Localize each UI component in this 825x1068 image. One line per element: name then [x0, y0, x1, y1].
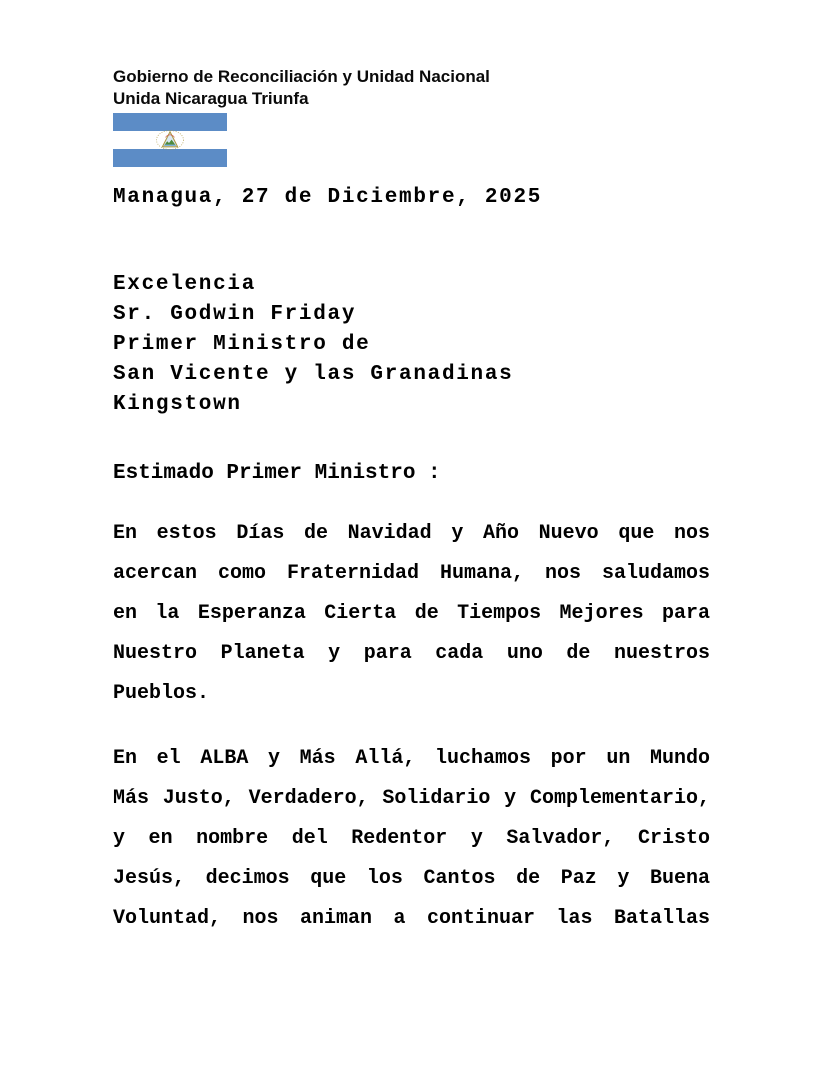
- paragraph-line: En el ALBA y Más Allá, luchamos por un Mundo: [113, 747, 710, 770]
- paragraph-line: Jesús, decimos que los Cantos de Paz y Buena: [113, 867, 710, 890]
- paragraph-line: En estos Días de Navidad y Año Nuevo que nos: [113, 522, 710, 545]
- date-line: Managua, 27 de Diciembre, 2025: [113, 186, 543, 209]
- recipient-line: Kingstown: [113, 393, 242, 416]
- header-line-1: Gobierno de Reconciliación y Unidad Nacional: [113, 67, 490, 86]
- paragraph-line: Nuestro Planeta y para cada uno de nuestros: [113, 642, 710, 665]
- paragraph-line: y en nombre del Redentor y Salvador, Cristo: [113, 827, 710, 850]
- paragraph-line: acercan como Fraternidad Humana, nos saludamos: [113, 562, 710, 585]
- recipient-block: [113, 270, 712, 420]
- paragraph: [113, 739, 710, 939]
- nicaragua-flag-image: [113, 113, 227, 167]
- recipient-line: Primer Ministro de: [113, 333, 371, 356]
- paragraph-line: Más Justo, Verdadero, Solidario y Complementario,: [113, 787, 710, 810]
- recipient-line: San Vicente y las Granadinas: [113, 363, 514, 386]
- letter-body: [113, 514, 710, 939]
- salutation: Estimado Primer Ministro :: [113, 462, 441, 485]
- header-line-2: Unida Nicaragua Triunfa: [113, 89, 309, 108]
- paragraph-line: Voluntad, nos animan a continuar las Batallas: [113, 907, 710, 930]
- paragraph-line: en la Esperanza Cierta de Tiempos Mejores para: [113, 602, 710, 625]
- paragraph-line: Pueblos.: [113, 682, 210, 705]
- letter-header: [113, 66, 712, 110]
- recipient-line: Sr. Godwin Friday: [113, 303, 357, 326]
- paragraph: [113, 514, 710, 714]
- recipient-line: Excelencia: [113, 273, 257, 296]
